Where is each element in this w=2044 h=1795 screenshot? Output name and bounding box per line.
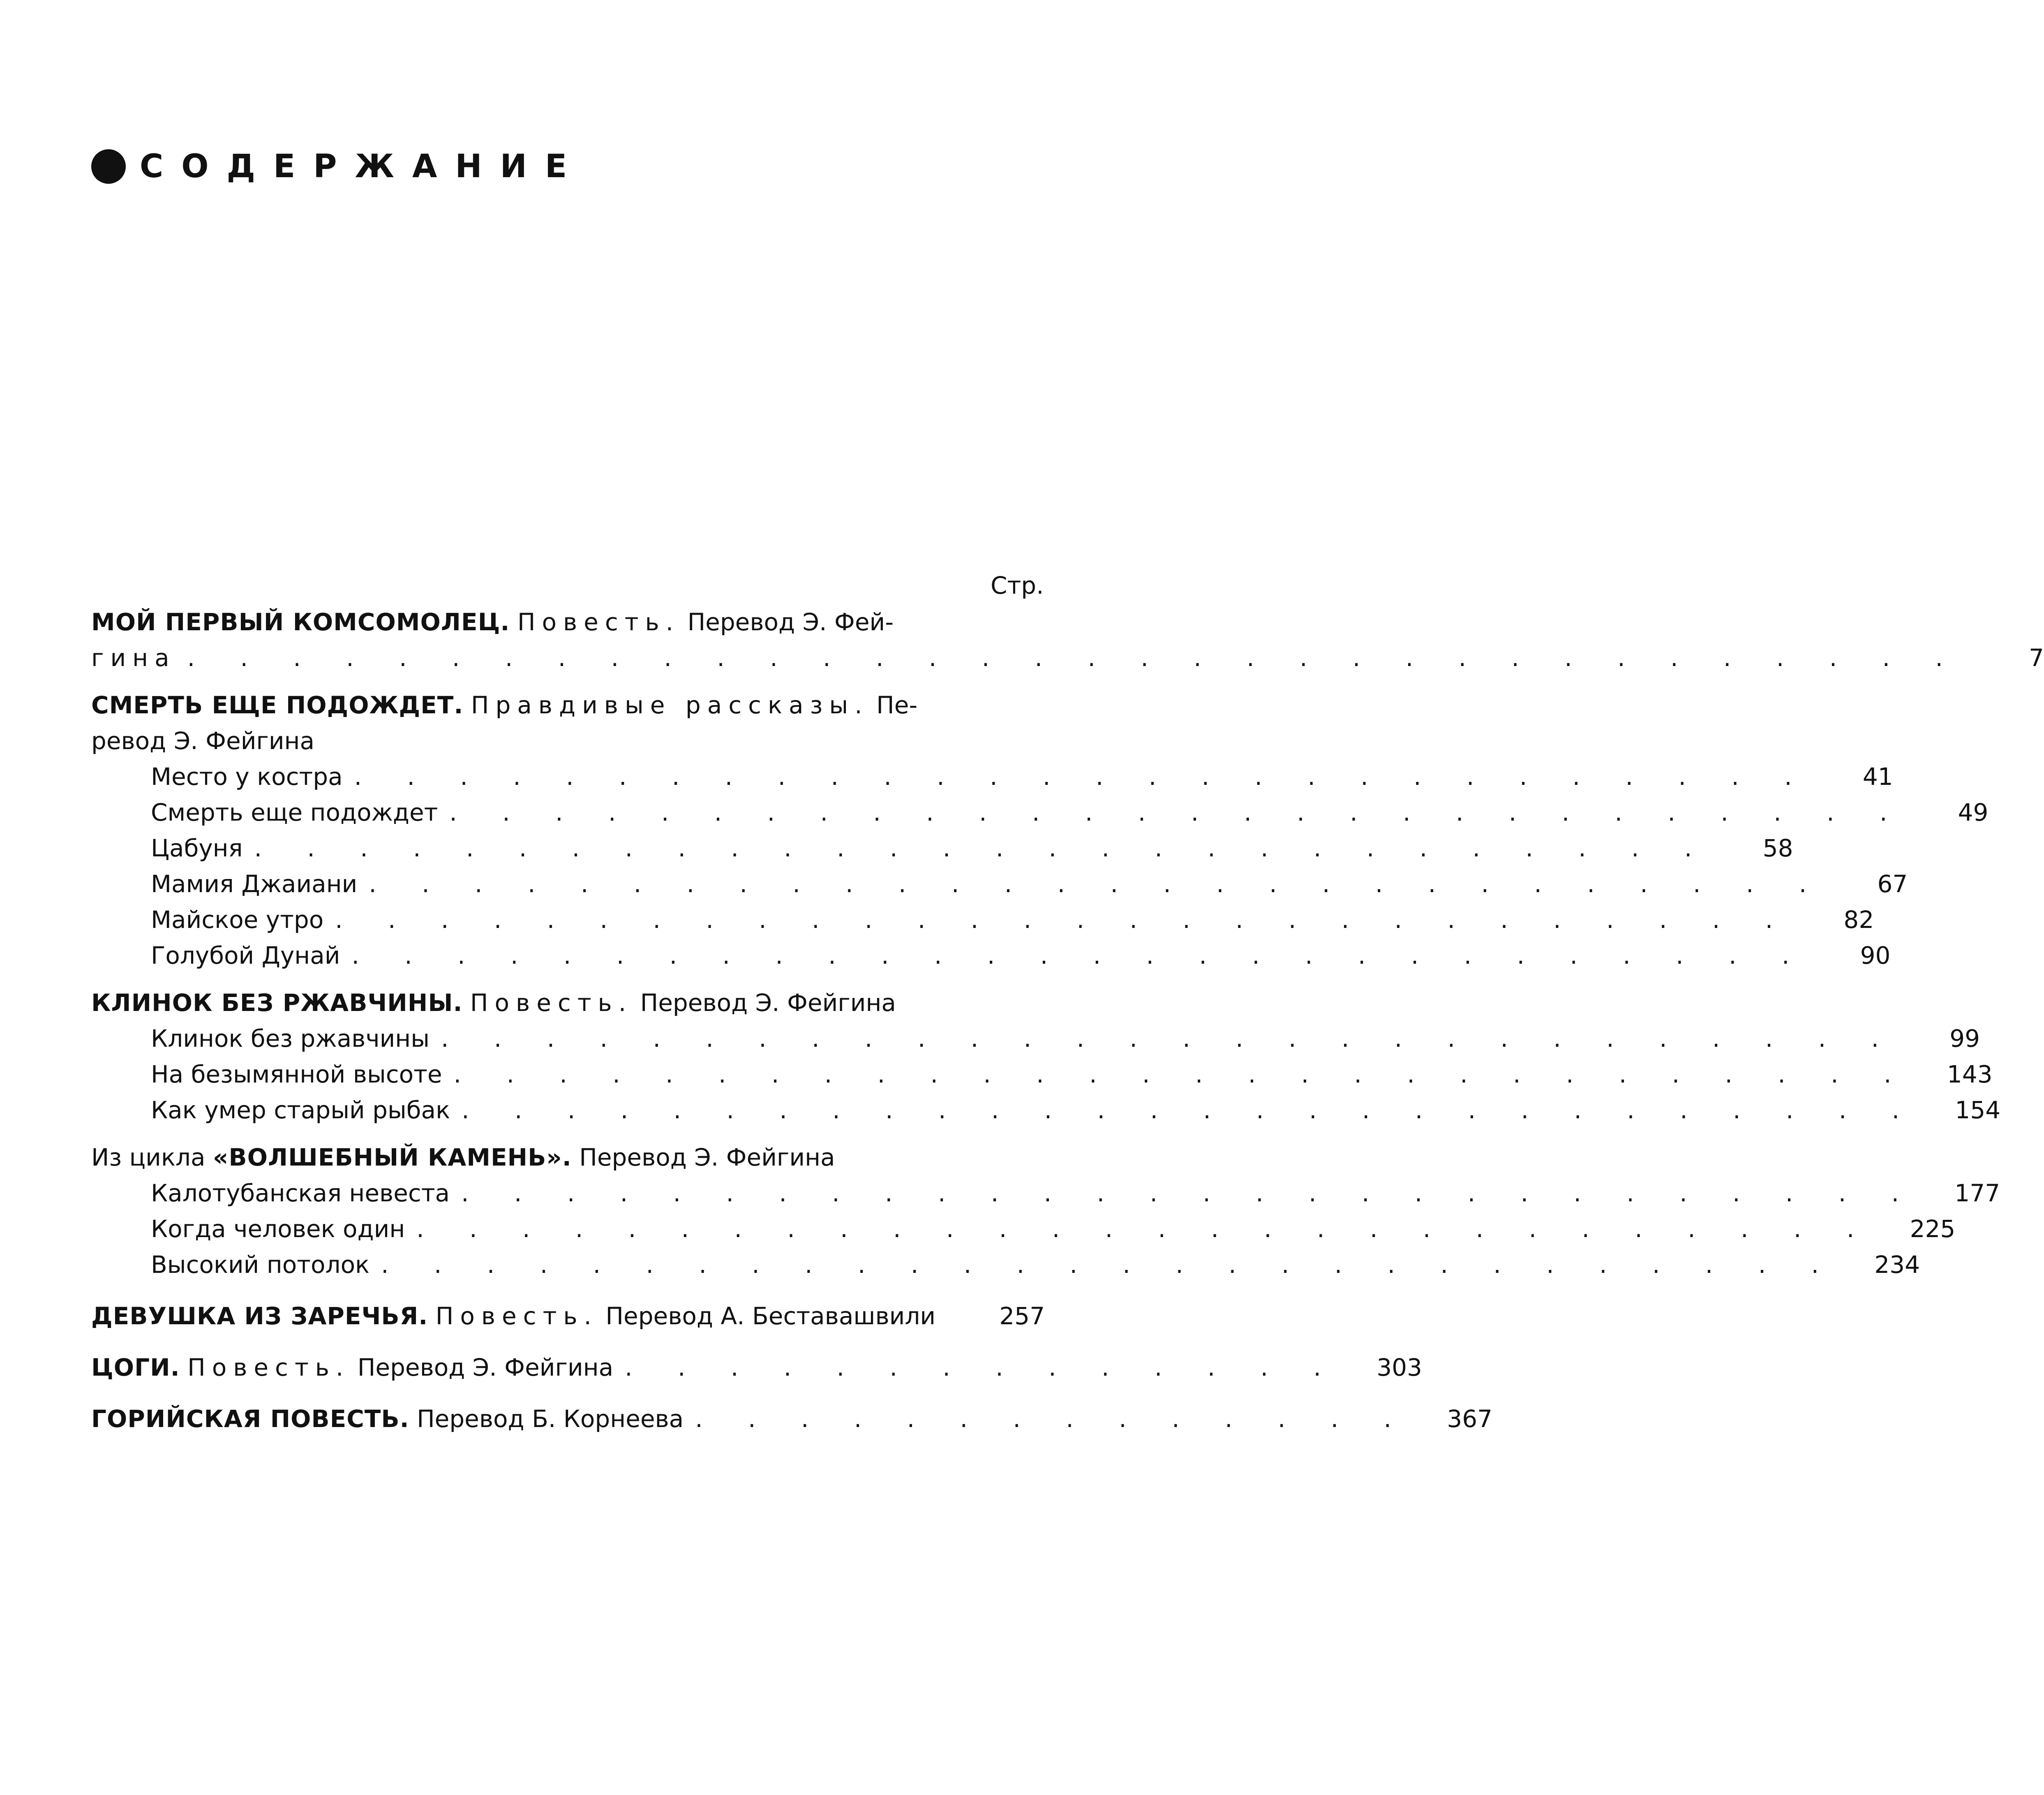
toc-entry-s6[interactable] bbox=[91, 1350, 1422, 1386]
entry-genre: Правдивые рассказы. bbox=[471, 691, 869, 719]
toc-subentry[interactable] bbox=[91, 830, 1793, 866]
entry-title: ГОРИЙСКАЯ ПОВЕСТЬ. bbox=[91, 1405, 409, 1433]
toc-entry-s4[interactable] bbox=[91, 1140, 1045, 1175]
toc-entry-line bbox=[91, 604, 894, 640]
page-number: 154 bbox=[1955, 1096, 2001, 1124]
subentry-title: Место у костра bbox=[151, 763, 343, 791]
entry-genre: Повесть. bbox=[187, 1353, 350, 1381]
subentry-title: Клинок без ржавчины bbox=[151, 1025, 430, 1052]
entry-translator: Перевод Э. Фейгина bbox=[640, 989, 896, 1017]
page-number: 58 bbox=[1762, 834, 1793, 862]
entry-title: ДЕВУШКА ИЗ ЗАРЕЧЬЯ. bbox=[91, 1302, 428, 1330]
entry-title: СМЕРТЬ ЕЩЕ ПОДОЖДЕТ. bbox=[91, 691, 464, 719]
toc-subentry[interactable] bbox=[91, 938, 1891, 974]
subentry-title: Как умер старый рыбак bbox=[151, 1096, 450, 1124]
dot-leader: . . . . . . . . . . . . . . . . . . . . . . . . . . . . bbox=[351, 941, 1808, 969]
subentry-title: Цабуня bbox=[151, 834, 243, 862]
page-number: 177 bbox=[1954, 1179, 2000, 1207]
page-number: 143 bbox=[1947, 1060, 1993, 1088]
entry-translator: ревод Э. Фейгина bbox=[91, 727, 315, 755]
toc-entry-s3[interactable] bbox=[91, 985, 1045, 1021]
page-number: 367 bbox=[1447, 1405, 1493, 1433]
entry-title: МОЙ ПЕРВЫЙ КОМСОМОЛЕЦ. bbox=[91, 608, 510, 636]
toc-entry-line bbox=[91, 1140, 835, 1175]
entry-translator: Пе- bbox=[876, 691, 918, 719]
toc-subentry[interactable] bbox=[91, 1092, 2001, 1128]
entry-translator: гина bbox=[91, 644, 176, 672]
entry-prefix: Из цикла bbox=[91, 1143, 206, 1171]
toc-subentry[interactable] bbox=[91, 795, 1989, 830]
toc-entry-line bbox=[91, 687, 917, 723]
dot-leader: . . . . . . . . . . . . . . . . . . . . . . . . . . . . bbox=[254, 834, 1711, 862]
dot-leader: . . . . . . . . . . . . . . bbox=[625, 1353, 1340, 1381]
subentry-title: Мамия Джаиани bbox=[151, 870, 358, 898]
toc-entry-s1-continued[interactable] bbox=[91, 640, 2044, 676]
toc-subentry[interactable] bbox=[91, 1175, 2000, 1211]
toc-entry-line bbox=[91, 1401, 684, 1437]
entry-title: ЦОГИ. bbox=[91, 1353, 180, 1381]
page-number: 99 bbox=[1949, 1025, 1980, 1052]
dot-leader: . . . . . . . . . . . . . . . . . . . . . . . . . . . . bbox=[441, 1025, 1898, 1052]
subentry-title: На безымянной высоте bbox=[151, 1060, 442, 1088]
entry-translator: Перевод Б. Корнеева bbox=[417, 1405, 684, 1433]
page-number: 257 bbox=[999, 1302, 1045, 1330]
toc-entry-line bbox=[91, 985, 896, 1021]
dot-leader: . . . . . . . . . . . . . . . . . . . . . . . . . . . . bbox=[381, 1251, 1838, 1279]
dot-leader: . . . . . . . . . . . . . . . . . . . . . . . . . . . . bbox=[354, 763, 1811, 791]
subentry-title: Калотубанская невеста bbox=[151, 1179, 450, 1207]
toc-subentry[interactable] bbox=[91, 902, 1874, 938]
entry-translator: Перевод Э. Фейгина bbox=[579, 1143, 835, 1171]
page-number: 82 bbox=[1843, 906, 1874, 934]
table-of-contents bbox=[91, 604, 2044, 1437]
dot-leader: . . . . . . . . . . . . . . . . . . . . . . . . . . . . bbox=[462, 1096, 1919, 1124]
toc-subentry[interactable] bbox=[91, 1057, 1993, 1092]
subentry-title: Высокий потолок bbox=[151, 1251, 370, 1279]
toc-entry-s5[interactable] bbox=[91, 1298, 1045, 1334]
toc-subentry[interactable] bbox=[91, 759, 1893, 795]
entry-genre: Повесть. bbox=[435, 1302, 598, 1330]
dot-leader: . . . . . . . . . . . . . . . . . . . . . . . . . . . . . . . . . . bbox=[187, 644, 1962, 672]
heading-text: СОДЕРЖАНИЕ bbox=[140, 148, 585, 185]
toc-entry-s2-continued bbox=[91, 723, 1045, 759]
contents-heading bbox=[91, 136, 585, 197]
toc-subentry[interactable] bbox=[91, 866, 1908, 902]
page-number: 90 bbox=[1860, 941, 1891, 969]
dot-leader: . . . . . . . . . . . . . . bbox=[695, 1405, 1411, 1433]
dot-leader: . . . . . . . . . . . . . . . . . . . . . . . . . . . . bbox=[416, 1215, 1873, 1243]
page-number: 7 bbox=[2028, 644, 2044, 672]
toc-subentry[interactable] bbox=[91, 1021, 1980, 1057]
subentry-title: Майское утро bbox=[151, 906, 324, 934]
entry-title: КЛИНОК БЕЗ РЖАВЧИНЫ. bbox=[91, 989, 463, 1017]
page-number: 234 bbox=[1874, 1251, 1920, 1279]
subentry-title: Голубой Дунай bbox=[151, 941, 340, 969]
page-number: 303 bbox=[1377, 1353, 1422, 1381]
dot-leader: . . . . . . . . . . . . . . . . . . . . . . . . . . . . bbox=[335, 906, 1792, 934]
page-number: 41 bbox=[1862, 763, 1893, 791]
dot-leader: . . . . . . . . . . . . . . . . . . . . . . . . . . . . bbox=[369, 870, 1826, 898]
entry-genre: Повесть. bbox=[470, 989, 633, 1017]
toc-entry-s7[interactable] bbox=[91, 1401, 1493, 1437]
toc-subentry[interactable] bbox=[91, 1211, 1956, 1247]
entry-translator: Перевод Э. Фей- bbox=[687, 608, 894, 636]
toc-entry-line bbox=[91, 1350, 613, 1386]
pages-column-label: Стр. bbox=[991, 571, 1044, 599]
entry-translator: Перевод А. Беставашвили bbox=[605, 1302, 936, 1330]
page-number: 225 bbox=[1910, 1215, 1956, 1243]
toc-subentry[interactable] bbox=[91, 1247, 1920, 1283]
page-number: 67 bbox=[1877, 870, 1908, 898]
dot-leader: . . . . . . . . . . . . . . . . . . . . . . . . . . . . bbox=[449, 798, 1906, 826]
entry-title: «ВОЛШЕБНЫЙ КАМЕНЬ». bbox=[212, 1143, 572, 1171]
entry-genre: Повесть. bbox=[517, 608, 680, 636]
dot-leader: . . . . . . . . . . . . . . . . . . . . . . . . . . . . bbox=[461, 1179, 1918, 1207]
dot-leader: . . . . . . . . . . . . . . . . . . . . . . . . . . . . bbox=[453, 1060, 1910, 1088]
toc-entry-line bbox=[91, 1298, 935, 1334]
toc-entry-s2[interactable] bbox=[91, 687, 1045, 723]
subentry-title: Когда человек один bbox=[151, 1215, 405, 1243]
toc-entry-s1[interactable] bbox=[91, 604, 1045, 640]
page-number: 49 bbox=[1958, 798, 1989, 826]
entry-translator: Перевод Э. Фейгина bbox=[357, 1353, 614, 1381]
subentry-title: Смерть еще подождет bbox=[151, 798, 438, 826]
heading-bullet-icon bbox=[91, 149, 126, 184]
